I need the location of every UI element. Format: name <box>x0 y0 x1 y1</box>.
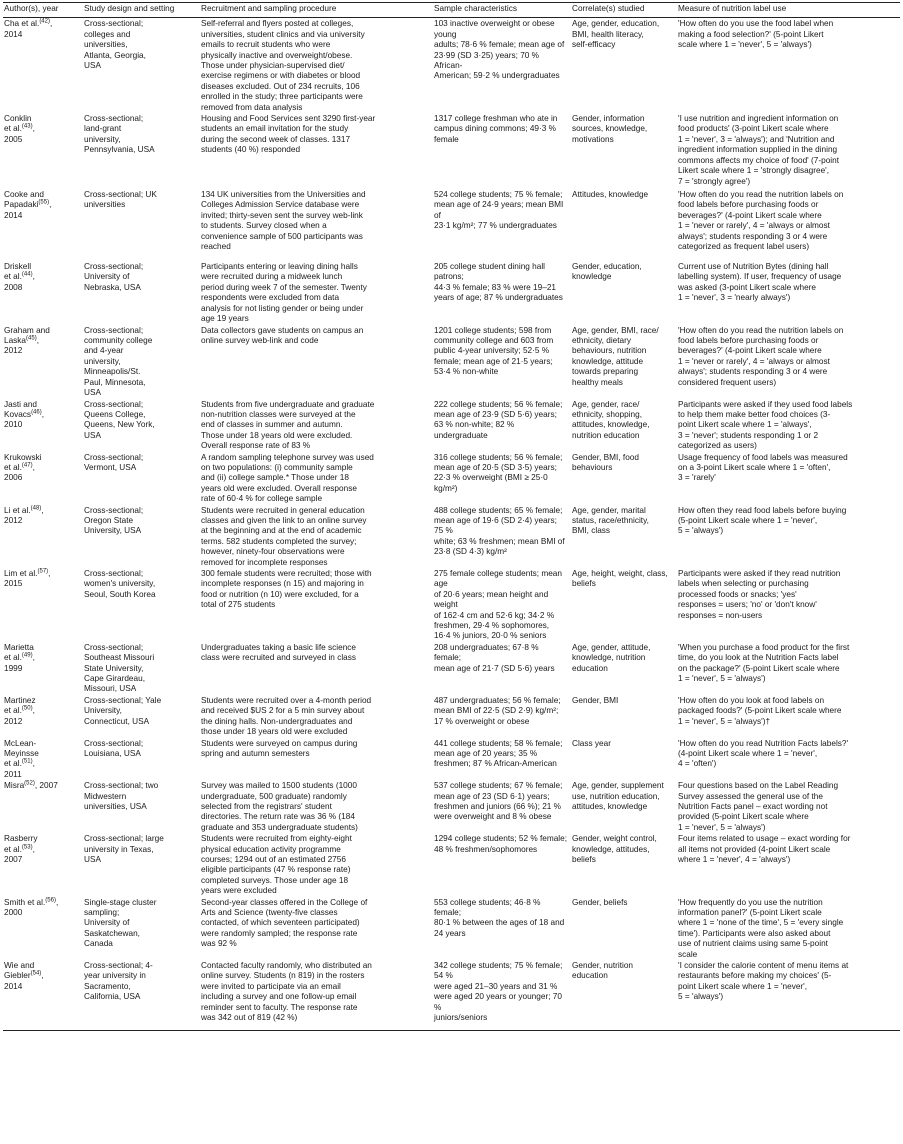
cell-author <box>3 18 83 113</box>
author-text: Cooke and Papadaki$^{(55)}$, 2014 <box>4 190 52 220</box>
author-text: Jasti and Kovacs$^{(46)}$, 2010 <box>4 399 45 430</box>
cell-author <box>3 568 83 642</box>
cell-author <box>3 325 83 399</box>
design-text: Cross-sectional; Southeast Missouri State University, Cape Girardeau, Missouri, USA <box>84 642 155 694</box>
cell-recruitment <box>200 261 433 324</box>
design-text: Cross-sectional; Yale University, Connecticut, USA <box>84 695 162 726</box>
design-text: Cross-sectional; Vermont, USA <box>84 452 144 472</box>
author-text: Driskell et al.$^{(44)}$, 2008 <box>4 262 35 292</box>
measure-text: Current use of Nutrition Bytes (dining hall labelling system). If user, frequency of usage was asked (3-point Likert scale where 1 = 'never', 3 = 'nearly always') <box>678 262 842 303</box>
cell-correlates <box>571 897 677 960</box>
cell-correlates <box>571 18 677 113</box>
cell-correlates <box>571 780 677 833</box>
header-correlates: Correlate(s) studied <box>571 3 677 18</box>
cell-measure <box>677 261 900 324</box>
recruitment-text: Students from five undergraduate and graduate non-nutrition classes were surveyed at the end of classes in summer and autumn. Those under 18 years old were excluded. Overall response rate of 83 % <box>201 399 375 451</box>
recruitment-text: Students were surveyed on campus during spring and autumn semesters <box>201 738 358 758</box>
design-text: Cross-sectional; land-grant university, Pennsylvania, USA <box>84 114 155 155</box>
cell-author <box>3 642 83 695</box>
sample-text: 316 college students; 56 % female; mean age of 20·5 (SD 3·5) years; 22·3 % overweight (BMI ≥ 25·0 kg/m²) <box>434 452 563 493</box>
design-text: Cross-sectional; UK universities <box>84 190 157 210</box>
recruitment-text: Housing and Food Services sent 3290 first-year students an email invitation for the study during the second week of classes. 1317 students (40 %) responded <box>201 114 376 155</box>
design-text: Cross-sectional; community college and 4-year university, Minneapolis/St. Paul, Minnesota, USA <box>84 325 153 397</box>
cell-sample <box>433 738 571 781</box>
cell-sample <box>433 642 571 695</box>
cell-sample <box>433 833 571 896</box>
correlates-text: Attitudes, knowledge <box>572 190 649 200</box>
cell-correlates <box>571 325 677 399</box>
cell-measure <box>677 960 900 1030</box>
cell-correlates <box>571 833 677 896</box>
cell-author <box>3 505 83 568</box>
table-row <box>3 960 900 1030</box>
cell-sample <box>433 780 571 833</box>
measure-text: 'I consider the calorie content of menu items at restaurants before making my choices' (5- point Likert scale where 1 = 'never', 5 = 'always') <box>678 961 849 1002</box>
cell-sample <box>433 695 571 738</box>
recruitment-text: Students were recruited in general education classes and given the link to an online survey at the beginning and at the end of academic terms. 582 students completed the survey; however, ninety-four observations were removed for incomplete responses <box>201 505 367 567</box>
correlates-text: Gender, beliefs <box>572 897 628 907</box>
header-measure: Measure of nutrition label use <box>677 3 900 18</box>
measure-text: Participants were asked if they used food labels to help them make better food choices (3- point Likert scale where 1 = 'always', 3 = 'never'; students responding 1 or 2 categorized as users) <box>678 399 853 451</box>
recruitment-text: Students were recruited from eighty-eight physical education activity programme courses; 1294 out of an estimated 2756 eligible participants (47 % response rate) completed surveys. Those under age 18 years were excluded <box>201 834 352 896</box>
cell-measure <box>677 833 900 896</box>
cell-measure <box>677 452 900 505</box>
design-text: Cross-sectional; two Midwestern universities, USA <box>84 781 159 811</box>
author-text: Krukowski et al.$^{(47)}$, 2006 <box>4 452 42 483</box>
cell-design <box>83 113 200 189</box>
cell-author <box>3 261 83 324</box>
cell-measure <box>677 113 900 189</box>
cell-author <box>3 113 83 189</box>
measure-text: Usage frequency of food labels was measured on a 3-point Likert scale where 1 = 'often', 3 = 'rarely' <box>678 452 848 483</box>
cell-design <box>83 780 200 833</box>
sample-text: 205 college student dining hall patrons; 44·3 % female; 83 % were 19–21 years of age; 87 % undergraduates <box>434 262 563 303</box>
cell-measure <box>677 505 900 568</box>
cell-author <box>3 833 83 896</box>
cell-sample <box>433 452 571 505</box>
measure-text: 'I use nutrition and ingredient information on food products' (3-point Likert scale where 1 = 'never', 3 = 'always'); and 'Nutrition and ingredient information supplied in the dining commons affects my choice of food' (7-point Likert scale where 1 = 'strongly disagree', 7 = 'strongly agree') <box>678 114 839 186</box>
correlates-text: Class year <box>572 738 611 748</box>
recruitment-text: Participants entering or leaving dining halls were recruited during a midweek lunch period during week 7 of the semester. Twenty respondents were excluded from data analysis for not listing gender or being under age 19 years <box>201 262 367 324</box>
author-text: Smith et al.$^{(56)}$, 2000 <box>4 896 59 917</box>
cell-author <box>3 960 83 1030</box>
table-header <box>3 3 900 18</box>
cell-recruitment <box>200 897 433 960</box>
sample-text: 1294 college students; 52 % female; 48 % freshmen/sophomores <box>434 834 568 854</box>
cell-measure <box>677 738 900 781</box>
cell-design <box>83 452 200 505</box>
sample-text: 222 college students; 56 % female; mean age of 23·9 (SD 5·6) years; 63 % non-white; 82 % undergraduate <box>434 399 563 440</box>
correlates-text: Age, gender, marital status, race/ethnicity, BMI, class <box>572 505 649 536</box>
recruitment-text: Contacted faculty randomly, who distributed an online survey. Students (n 819) in the rosters were invited to participate via an email including a survey and one follow-up email reminder sent to faculty. The response rate was 342 out of 819 (42 %) <box>201 961 372 1023</box>
author-text: Rasberry et al.$^{(53)}$, 2007 <box>4 834 38 864</box>
table-row <box>3 738 900 781</box>
cell-design <box>83 738 200 781</box>
cell-recruitment <box>200 189 433 261</box>
table-row <box>3 568 900 642</box>
cell-recruitment <box>200 113 433 189</box>
author-text: Graham and Laska$^{(45)}$, 2012 <box>4 325 50 356</box>
cell-correlates <box>571 568 677 642</box>
recruitment-text: Students were recruited over a 4-month period and received $US 2 for a 5 min survey about the dining halls. Non-undergraduates and those under 18 years old were excluded <box>201 695 372 737</box>
sample-text: 524 college students; 75 % female; mean age of 24·9 years; mean BMI of 23·1 kg/m²; 77 % undergraduates <box>434 190 564 231</box>
cell-sample <box>433 505 571 568</box>
table-row <box>3 897 900 960</box>
cell-recruitment <box>200 568 433 642</box>
correlates-text: Gender, BMI <box>572 695 619 705</box>
recruitment-text: 134 UK universities from the Universities and Colleges Admission Service database were invited; thirty-seven sent the survey web-link to students. Survey closed when a convenience sample of 500 participants was reached <box>201 190 366 252</box>
cell-author <box>3 452 83 505</box>
cell-sample <box>433 897 571 960</box>
recruitment-text: Self-referral and flyers posted at colleges, universities, student clinics and via university emails to recruit students who were physically inactive and overweight/obese. Those under physician-supervised diet/ exercise regimens or with diabetes or blood diseases excluded. Out of 234 recruits, 106 enrolled in the study; three participants were removed from data analysis <box>201 19 365 112</box>
correlates-text: Age, gender, attitude, knowledge, nutrition education <box>572 642 651 673</box>
measure-text: 'When you purchase a food product for the first time, do you look at the Nutrition Facts label on the package?' (5-point Likert scale where 1 = 'never', 5 = 'always') <box>678 642 850 684</box>
sample-text: 553 college students; 46·8 % female; 80·1 % between the ages of 18 and 24 years <box>434 897 565 938</box>
correlates-text: Gender, weight control, knowledge, attitudes, beliefs <box>572 834 657 864</box>
design-text: Cross-sectional; University of Nebraska, USA <box>84 262 144 292</box>
cell-correlates <box>571 505 677 568</box>
table-row <box>3 695 900 738</box>
cell-recruitment <box>200 642 433 695</box>
cell-measure <box>677 325 900 399</box>
header-sample: Sample characteristics <box>433 3 571 18</box>
recruitment-text: A random sampling telephone survey was used on two populations: (i) community sample and (ii) college sample.* Those under 18 years old were excluded. Overall response rate of 60·4 % for college sample <box>201 452 374 504</box>
sample-text: 537 college students; 67 % female; mean age of 23 (SD 6·1) years; freshmen and juniors (66 %); 21 % were overweight and 8 % obese <box>434 781 563 822</box>
cell-author <box>3 695 83 738</box>
sample-text: 488 college students; 65 % female; mean age of 19·6 (SD 2·4) years; 75 % white; 63 % freshmen; mean BMI of 23·8 (SD 4·3) kg/m² <box>434 505 565 557</box>
cell-sample <box>433 325 571 399</box>
cell-correlates <box>571 960 677 1030</box>
measure-text: Participants were asked if they read nutrition labels when selecting or purchasing processed foods or snacks; 'yes' responses = users; 'no' or 'don't know' responses = non-users <box>678 569 841 620</box>
measure-text: How often they read food labels before buying (5-point Likert scale where 1 = 'never', 5 = 'always') <box>678 505 847 536</box>
cell-design <box>83 695 200 738</box>
cell-design <box>83 325 200 399</box>
cell-design <box>83 833 200 896</box>
header-design: Study design and setting <box>83 3 200 18</box>
measure-text: Four items related to usage – exact wording for all items not provided (4-point Likert scale where 1 = 'never', 4 = 'always') <box>678 834 851 864</box>
cell-correlates <box>571 452 677 505</box>
header-author: Author(s), year <box>3 3 83 18</box>
correlates-text: Age, height, weight, class, beliefs <box>572 569 668 589</box>
cell-sample <box>433 189 571 261</box>
cell-author <box>3 189 83 261</box>
sample-text: 1317 college freshman who ate in campus dining commons; 49·3 % female <box>434 114 558 144</box>
cell-design <box>83 960 200 1030</box>
table-row <box>3 833 900 896</box>
cell-author <box>3 780 83 833</box>
author-text: Marietta et al.$^{(49)}$, 1999 <box>4 642 35 673</box>
cell-recruitment <box>200 738 433 781</box>
studies-table <box>3 2 900 1031</box>
cell-recruitment <box>200 695 433 738</box>
cell-correlates <box>571 261 677 324</box>
table-row <box>3 325 900 399</box>
table-row <box>3 261 900 324</box>
cell-correlates <box>571 642 677 695</box>
measure-text: Four questions based on the Label Reading Survey assessed the general use of the Nutrition Facts panel – exact wording not provided (5-point Likert scale where 1 = 'never', 5 = 'always') <box>678 781 839 832</box>
correlates-text: Gender, information sources, knowledge, motivations <box>572 114 648 144</box>
cell-author <box>3 897 83 960</box>
table-row <box>3 452 900 505</box>
table-row <box>3 18 900 113</box>
cell-recruitment <box>200 833 433 896</box>
cell-measure <box>677 399 900 452</box>
cell-design <box>83 18 200 113</box>
cell-correlates <box>571 113 677 189</box>
correlates-text: Age, gender, education, BMI, health literacy, self-efficacy <box>572 19 660 50</box>
cell-design <box>83 261 200 324</box>
cell-measure <box>677 695 900 738</box>
correlates-text: Age, gender, BMI, race/ ethnicity, dietary behaviours, nutrition knowledge, attitude towards preparing healthy meals <box>572 325 659 387</box>
cell-correlates <box>571 399 677 452</box>
author-text: McLean- Meyinsse et al.$^{(51)}$, 2011 <box>4 738 39 779</box>
sample-text: 103 inactive overweight or obese young adults; 78·6 % female; mean age of 23·99 (SD 3·25) years; 70 % African- American; 59·2 % undergraduates <box>434 19 565 81</box>
design-text: Cross-sectional; women's university, Seoul, South Korea <box>84 569 156 599</box>
correlates-text: Gender, BMI, food behaviours <box>572 452 639 472</box>
cell-recruitment <box>200 399 433 452</box>
cell-correlates <box>571 189 677 261</box>
cell-correlates <box>571 738 677 781</box>
cell-measure <box>677 642 900 695</box>
measure-text: 'How often do you read the nutrition labels on food labels before purchasing foods or beverages?' (4-point Likert scale where 1 = 'never or rarely', 4 = 'always or almost always'; students responding 3 or 4 were considered frequent users) <box>678 325 844 387</box>
table-body <box>3 18 900 1030</box>
author-text: Conklin et al.$^{(43)}$, 2005 <box>4 114 35 144</box>
sample-text: 1201 college students; 598 from community college and 603 from public 4-year university; 52·5 % female; mean age of 21·5 years; 53·4 % non-white <box>434 325 554 377</box>
cell-recruitment <box>200 960 433 1030</box>
measure-text: 'How often do you use the food label when making a food selection?' (5-point Likert scale where 1 = 'never', 5 = 'always') <box>678 19 834 50</box>
author-text: Lim et al.$^{(57)}$, 2015 <box>4 568 51 589</box>
correlates-text: Gender, education, knowledge <box>572 262 642 282</box>
design-text: Single-stage cluster sampling; University of Saskatchewan, Canada <box>84 897 157 949</box>
design-text: Cross-sectional; Oregon State University, USA <box>84 505 144 536</box>
cell-sample <box>433 960 571 1030</box>
sample-text: 441 college students; 58 % female; mean age of 20 years; 35 % freshmen; 87 % African-American <box>434 738 563 769</box>
cell-sample <box>433 261 571 324</box>
measure-text: 'How frequently do you use the nutrition information panel?' (5-point Likert scale where 1 = 'none of the time', 5 = 'every single time'). Participants were also asked about use of nutrient claims using same 5-point scale <box>678 897 844 959</box>
design-text: Cross-sectional; colleges and universities, Atlanta, Georgia, USA <box>84 19 146 71</box>
sample-text: 342 college students; 75 % female; 54 % were aged 21–30 years and 31 % were aged 20 years or younger; 70 % juniors/seniors <box>434 961 563 1023</box>
cell-author <box>3 738 83 781</box>
sample-text: 487 undergraduates; 56 % female; mean BMI of 22·5 (SD 2·9) kg/m²; 17 % overweight or obese <box>434 695 561 726</box>
header-recruitment: Recruitment and sampling procedure <box>200 3 433 18</box>
author-text: Li et al.$^{(48)}$, 2012 <box>4 504 44 525</box>
cell-measure <box>677 189 900 261</box>
cell-design <box>83 642 200 695</box>
measure-text: 'How often do you look at food labels on packaged foods?' (5-point Likert scale where 1 = 'never', 5 = 'always')† <box>678 695 842 726</box>
author-text: Wie and Giebler$^{(54)}$, 2014 <box>4 961 44 991</box>
correlates-text: Gender, nutrition education <box>572 961 633 981</box>
cell-sample <box>433 399 571 452</box>
cell-recruitment <box>200 505 433 568</box>
cell-sample <box>433 568 571 642</box>
table-row <box>3 399 900 452</box>
design-text: Cross-sectional; 4- year university in Sacramento, California, USA <box>84 961 153 1002</box>
cell-author <box>3 399 83 452</box>
sample-text: 208 undergraduates; 67·8 % female; mean age of 21·7 (SD 5·6) years <box>434 642 555 673</box>
cell-design <box>83 399 200 452</box>
design-text: Cross-sectional; Louisiana, USA <box>84 738 144 758</box>
cell-measure <box>677 897 900 960</box>
recruitment-text: Second-year classes offered in the College of Arts and Science (twenty-five classes contacted, of which seventeen participated) were randomly sampled; the response rate was 92 % <box>201 897 368 949</box>
table-row <box>3 780 900 833</box>
cell-recruitment <box>200 780 433 833</box>
measure-text: 'How often do you read Nutrition Facts labels?' (4-point Likert scale where 1 = 'never', 4 = 'often') <box>678 738 849 769</box>
cell-design <box>83 189 200 261</box>
sample-text: 275 female college students; mean age of 20·6 years; mean height and weight of 162·4 cm and 52·6 kg; 34·2 % freshmen, 29·4 % sophomores, 16·4 % juniors, 20·0 % seniors <box>434 569 562 641</box>
cell-recruitment <box>200 452 433 505</box>
cell-correlates <box>571 695 677 738</box>
author-text: Misra$^{(52)}$, 2007 <box>4 780 58 791</box>
cell-measure <box>677 18 900 113</box>
table-row <box>3 505 900 568</box>
cell-measure <box>677 780 900 833</box>
design-text: Cross-sectional; large university in Texas, USA <box>84 834 164 864</box>
table-row <box>3 642 900 695</box>
recruitment-text: Undergraduates taking a basic life science class were recruited and surveyed in class <box>201 642 357 663</box>
cell-recruitment <box>200 325 433 399</box>
recruitment-text: Survey was mailed to 1500 students (1000 undergraduate, 500 graduate) randomly selected from the registrars' student directories. The return rate was 36 % (184 graduate and 353 undergraduate students) <box>201 781 358 832</box>
correlates-text: Age, gender, supplement use, nutrition education, attitudes, knowledge <box>572 781 664 811</box>
measure-text: 'How often do you read the nutrition labels on food labels before purchasing foods or beverages?' (4-point Likert scale where 1 = 'never or rarely', 4 = 'always or almost always'; students responding 3 or 4 were categorized as frequent label users) <box>678 190 844 252</box>
correlates-text: Age, gender, race/ ethnicity, shopping, attitudes, knowledge, nutrition education <box>572 399 650 440</box>
cell-measure <box>677 568 900 642</box>
cell-sample <box>433 18 571 113</box>
author-text: Cha et al.$^{(42)}$, 2014 <box>4 18 53 39</box>
cell-design <box>83 897 200 960</box>
table-row <box>3 113 900 189</box>
design-text: Cross-sectional; Queens College, Queens, New York, USA <box>84 399 155 440</box>
cell-recruitment <box>200 18 433 113</box>
recruitment-text: Data collectors gave students on campus an online survey web-link and code <box>201 325 364 345</box>
cell-sample <box>433 113 571 189</box>
recruitment-text: 300 female students were recruited; those with incomplete responses (n 15) and majoring in food or nutrition (n 10) were excluded, for a total of 275 students <box>201 569 372 610</box>
cell-design <box>83 505 200 568</box>
cell-design <box>83 568 200 642</box>
author-text: Martinez et al.$^{(50)}$, 2012 <box>4 695 36 726</box>
header-row <box>3 3 900 18</box>
table-row <box>3 189 900 261</box>
